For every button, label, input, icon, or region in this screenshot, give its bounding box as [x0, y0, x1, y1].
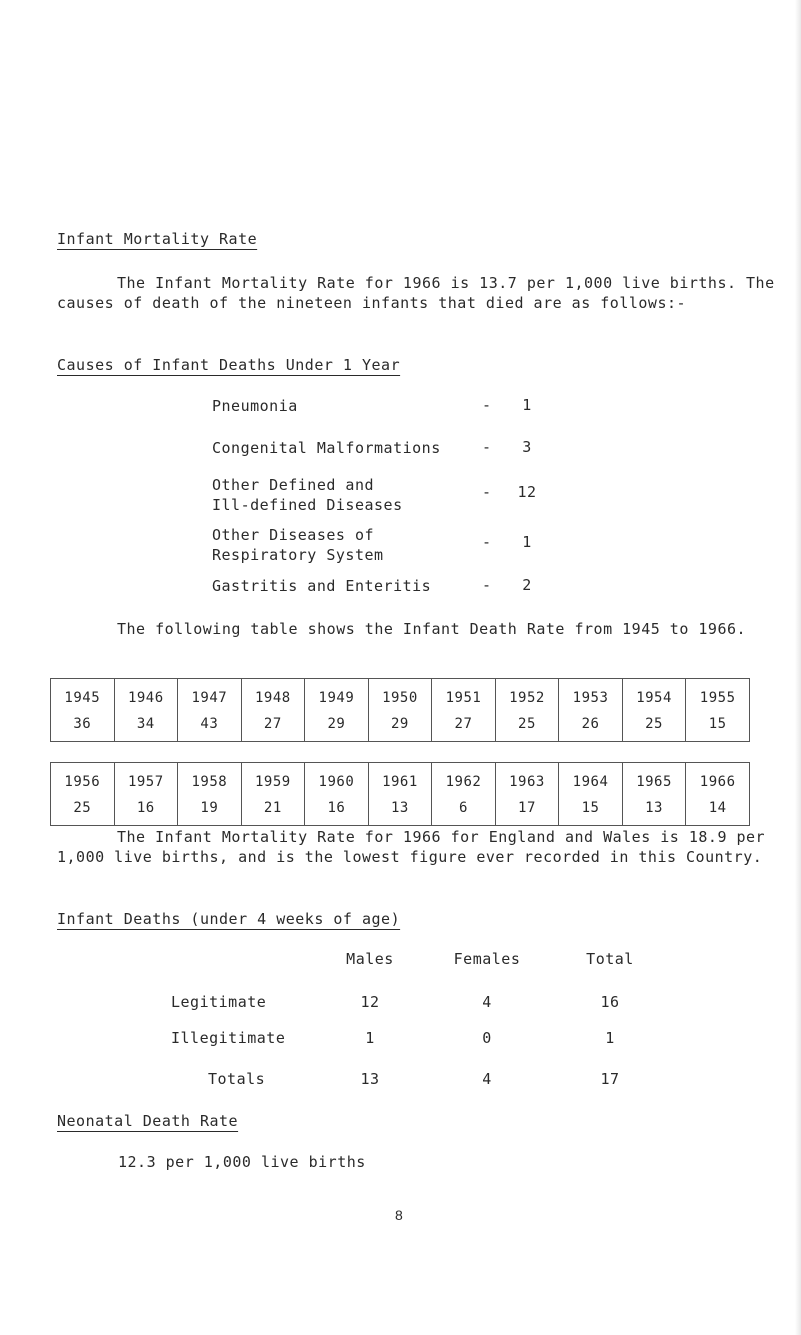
year-cell: 1953: [559, 679, 623, 712]
cause-dash: -: [482, 533, 492, 551]
cause-dash: -: [482, 396, 492, 414]
year-cell: 1964: [559, 763, 623, 796]
year-cell: 1958: [178, 763, 242, 796]
rate-row: [51, 795, 750, 826]
rate-cell: 13: [368, 795, 432, 826]
rate-cell: 19: [178, 795, 242, 826]
row-label: Totals: [208, 1070, 266, 1088]
year-row: [51, 679, 750, 712]
rate-cell: 25: [51, 795, 115, 826]
deaths-4wk-heading: Infant Deaths (under 4 weeks of age): [57, 910, 401, 928]
year-cell: 1949: [305, 679, 369, 712]
cause-label: Other Diseases of Respiratory System: [212, 526, 384, 564]
rate-cell: 25: [495, 711, 559, 742]
cause-count: 1: [522, 533, 532, 551]
neonatal-rate: 12.3 per 1,000 live births: [118, 1153, 366, 1171]
year-cell: 1966: [686, 763, 750, 796]
rate-cell: 6: [432, 795, 496, 826]
cause-dash: -: [482, 483, 492, 501]
cause-count: 1: [522, 396, 532, 414]
year-row: [51, 763, 750, 796]
cell-value: 0: [482, 1029, 492, 1047]
cell-value: 13: [360, 1070, 380, 1088]
cell-value: 12: [360, 993, 380, 1011]
page-edge-shadow: [795, 0, 801, 1335]
column-header: Females: [453, 950, 521, 968]
rate-cell: 15: [686, 711, 750, 742]
cell-value: 1: [605, 1029, 615, 1047]
rate-cell: 36: [51, 711, 115, 742]
rate-cell: 14: [686, 795, 750, 826]
rate-table-1945-1955: [50, 678, 750, 742]
year-cell: 1954: [622, 679, 686, 712]
cell-value: 4: [482, 993, 492, 1011]
cause-row: [212, 396, 552, 416]
causes-heading: Causes of Infant Deaths Under 1 Year: [57, 356, 401, 374]
cause-count: 12: [517, 483, 537, 501]
rate-cell: 27: [432, 711, 496, 742]
year-cell: 1955: [686, 679, 750, 712]
cause-label: Other Defined and Ill-defined Diseases: [212, 476, 403, 514]
rate-cell: 16: [305, 795, 369, 826]
year-cell: 1965: [622, 763, 686, 796]
row-label: Legitimate: [171, 993, 267, 1011]
year-cell: 1961: [368, 763, 432, 796]
year-cell: 1963: [495, 763, 559, 796]
year-cell: 1956: [51, 763, 115, 796]
cause-label: Pneumonia: [212, 397, 298, 415]
column-header: Males: [346, 950, 394, 968]
year-cell: 1952: [495, 679, 559, 712]
rate-cell: 13: [622, 795, 686, 826]
rate-cell: 34: [114, 711, 178, 742]
rate-cell: 26: [559, 711, 623, 742]
cause-row: [212, 525, 552, 565]
row-label: Illegitimate: [171, 1029, 286, 1047]
table-intro: The following table shows the Infant Death Rate from 1945 to 1966.: [117, 620, 747, 638]
year-cell: 1957: [114, 763, 178, 796]
cell-value: 17: [600, 1070, 620, 1088]
rate-cell: 15: [559, 795, 623, 826]
cell-value: 16: [600, 993, 620, 1011]
rate-cell: 25: [622, 711, 686, 742]
rate-cell: 29: [368, 711, 432, 742]
rate-cell: 43: [178, 711, 242, 742]
cause-count: 3: [522, 438, 532, 456]
year-cell: 1946: [114, 679, 178, 712]
year-cell: 1945: [51, 679, 115, 712]
year-cell: 1960: [305, 763, 369, 796]
year-cell: 1959: [241, 763, 305, 796]
cell-value: 1: [365, 1029, 375, 1047]
cause-row: [212, 438, 552, 458]
column-header: Total: [586, 950, 634, 968]
rate-cell: 27: [241, 711, 305, 742]
cause-count: 2: [522, 576, 532, 594]
year-cell: 1951: [432, 679, 496, 712]
year-cell: 1947: [178, 679, 242, 712]
cause-row: [212, 475, 552, 515]
year-cell: 1948: [241, 679, 305, 712]
rate-cell: 29: [305, 711, 369, 742]
rate-cell: 16: [114, 795, 178, 826]
rate-table-1956-1966: [50, 762, 750, 826]
cause-dash: -: [482, 576, 492, 594]
neonatal-heading: Neonatal Death Rate: [57, 1112, 239, 1130]
rate-cell: 17: [495, 795, 559, 826]
cause-dash: -: [482, 438, 492, 456]
cause-row: [212, 576, 552, 596]
cause-label: Congenital Malformations: [212, 439, 441, 457]
rate-cell: 21: [241, 795, 305, 826]
year-cell: 1962: [432, 763, 496, 796]
page-number: 8: [395, 1207, 404, 1223]
england-wales-paragraph: The Infant Mortality Rate for 1966 for England and Wales is 18.9 per 1,000 live births, and is the lowest figure ever recorded in this Country.: [57, 828, 766, 866]
imr-heading: Infant Mortality Rate: [57, 230, 258, 248]
imr-paragraph: The Infant Mortality Rate for 1966 is 13.7 per 1,000 live births. The causes of death of the nineteen infants that died are as follows:-: [57, 274, 775, 312]
year-cell: 1950: [368, 679, 432, 712]
cell-value: 4: [482, 1070, 492, 1088]
rate-row: [51, 711, 750, 742]
cause-label: Gastritis and Enteritis: [212, 577, 432, 595]
